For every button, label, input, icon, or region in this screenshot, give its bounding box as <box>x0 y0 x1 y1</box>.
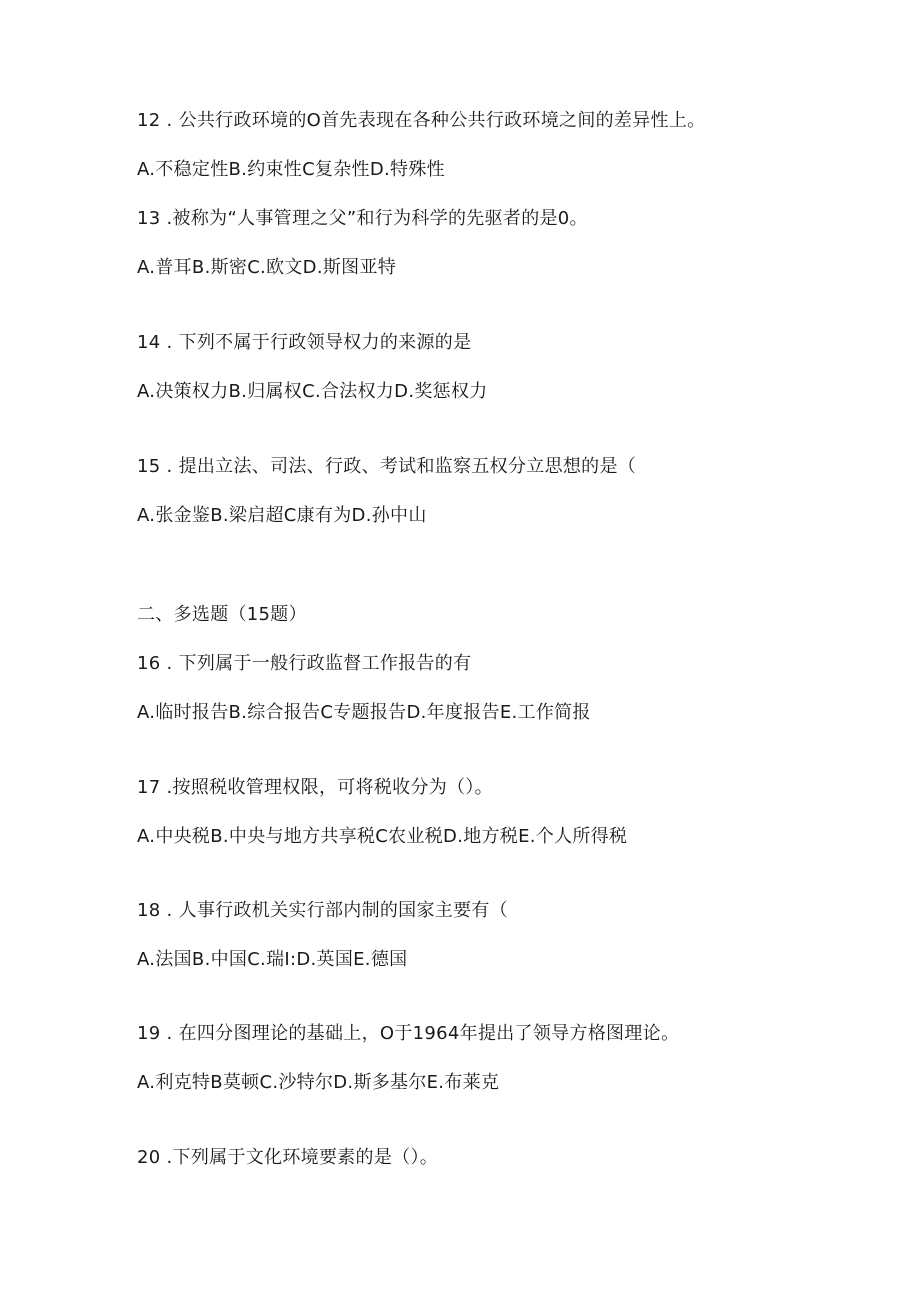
question-14: 14 . 下列不属于行政领导权力的来源的是 <box>137 332 472 353</box>
question-19: 19 . 在四分图理论的基础上，O于1964年提出了领导方格图理论。 <box>137 1023 680 1044</box>
question-12: 12 . 公共行政环境的O首先表现在各种公共行政环境之间的差异性上。 <box>137 110 706 131</box>
question-13: 13 .被称为“人事管理之父”和行为科学的先驱者的是0。 <box>137 208 588 229</box>
options-12: A.不稳定性B.约束性C复杂性D.特殊性 <box>137 159 445 180</box>
section-heading: 二、多选题（15题） <box>137 604 307 625</box>
question-16: 16 . 下列属于一般行政监督工作报告的有 <box>137 653 472 674</box>
question-20: 20 .下列属于文化环境要素的是（）。 <box>137 1147 439 1168</box>
options-15: A.张金鉴B.梁启超C康有为D.孙中山 <box>137 505 427 526</box>
options-14: A.决策权力B.归属权C.合法权力D.奖惩权力 <box>137 381 488 402</box>
options-18: A.法国B.中国C.瑞I:D.英国E.德国 <box>137 949 408 970</box>
options-13: A.普耳B.斯密C.欧文D.斯图亚特 <box>137 257 397 278</box>
question-15: 15 . 提出立法、司法、行政、考试和监察五权分立思想的是（ <box>137 456 637 477</box>
options-17: A.中央税B.中央与地方共享税C农业税D.地方税E.个人所得税 <box>137 826 628 847</box>
question-18: 18 . 人事行政机关实行部内制的国家主要有（ <box>137 900 508 921</box>
question-17: 17 .按照税收管理权限，可将税收分为（）。 <box>137 777 493 798</box>
options-19: A.利克特B莫顿C.沙特尔D.斯多基尔E.布莱克 <box>137 1072 500 1093</box>
options-16: A.临时报告B.综合报告C专题报告D.年度报告E.工作简报 <box>137 702 591 723</box>
